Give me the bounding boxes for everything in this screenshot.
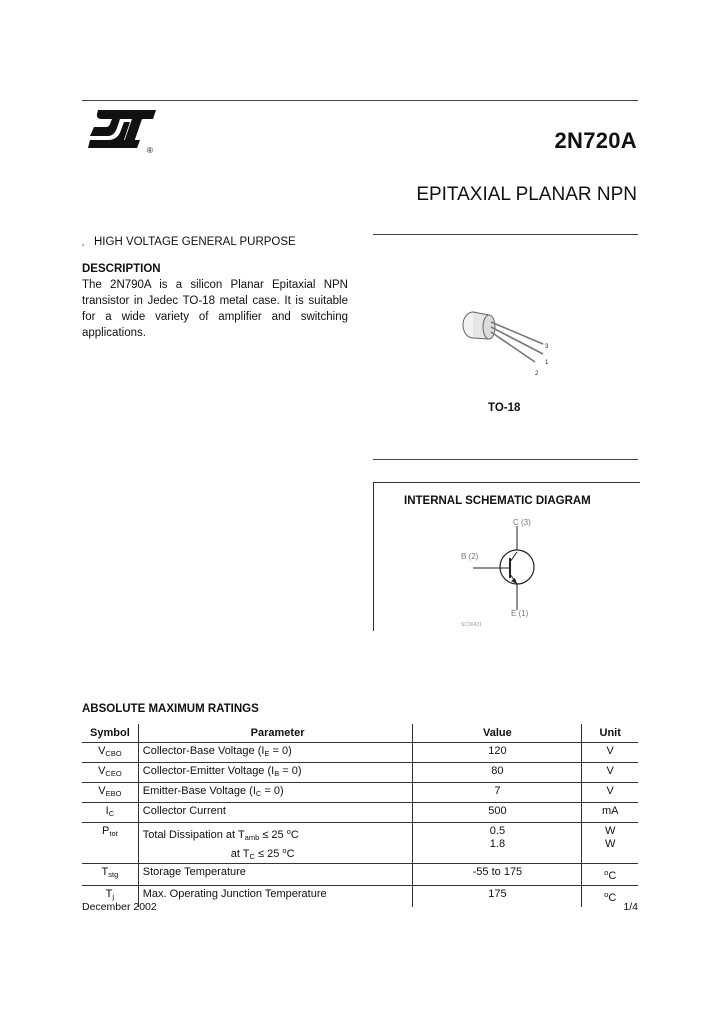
unit-cell: V <box>582 783 638 803</box>
unit-cell: mA <box>582 803 638 823</box>
table-row <box>82 886 638 908</box>
unit-cell: V <box>582 763 638 783</box>
symbol-cell: $T_j$ <box>105 888 115 901</box>
feature-item <box>82 236 296 248</box>
symbol-cell: $V_{CBO}$ <box>82 743 138 763</box>
col-header-unit: Unit <box>582 724 638 743</box>
parameter-cell: Max. Operating Junction Temperature <box>138 886 413 908</box>
schematic-title: INTERNAL SCHEMATIC DIAGRAM <box>404 495 591 507</box>
package-top-rule <box>373 234 638 235</box>
symbol-cell: $P_{tot}$ <box>82 823 138 864</box>
table-row <box>82 783 638 803</box>
registered-mark: ® <box>147 146 153 155</box>
table-row <box>82 763 638 783</box>
unit-cell: $^o$C <box>582 886 638 908</box>
package-label: TO-18 <box>488 402 521 414</box>
device-subtitle: EPITAXIAL PLANAR NPN <box>416 184 637 205</box>
symbol-cell: $I_C$ <box>82 803 138 823</box>
value-cell: 175 <box>413 886 582 908</box>
symbol-cell: $T_{stg}$ <box>82 864 138 886</box>
description-body: The 2N790A is a silicon Planar Epitaxial NPN transistor in Jedec TO-18 metal case. It is suitable for a wide variety of amplifier and switching applications. <box>82 279 348 339</box>
package-bottom-rule <box>373 459 638 460</box>
table-row <box>82 743 638 763</box>
to18-package-image <box>455 305 555 380</box>
collector-label: C (3) <box>513 518 531 527</box>
part-number: 2N720A <box>554 128 637 153</box>
value-cell: 0.5 1.8 <box>413 823 582 864</box>
symbol-cell: $V_{CEO}$ <box>82 763 138 783</box>
schematic-code: SC06431 <box>461 622 482 628</box>
table-row <box>82 823 638 864</box>
pin-label-1: 1 <box>545 360 549 366</box>
emitter-label: E (1) <box>511 609 529 618</box>
pin-label-3: 3 <box>545 344 549 350</box>
table-row <box>82 864 638 886</box>
unit-cell: $^o$C <box>582 864 638 886</box>
bullet-icon: ‚ <box>82 237 84 247</box>
description-heading: DESCRIPTION <box>82 263 161 275</box>
col-header-symbol: Symbol <box>82 724 138 743</box>
parameter-cell: Collector-Base Voltage $(I_E = 0)$ <box>138 743 413 763</box>
parameter-cell: Storage Temperature <box>138 864 413 886</box>
parameter-cell: Collector Current <box>138 803 413 823</box>
value-cell: -55 to 175 <box>413 864 582 886</box>
value-cell: 80 <box>413 763 582 783</box>
unit-cell: V <box>582 743 638 763</box>
footer-date: December 2002 <box>82 901 157 913</box>
pin-label-2: 2 <box>535 371 539 377</box>
ratings-heading: ABSOLUTE MAXIMUM RATINGS <box>82 703 259 715</box>
top-rule <box>82 100 638 101</box>
col-header-value: Value <box>413 724 582 743</box>
symbol-cell: $V_{EBO}$ <box>82 783 138 803</box>
value-cell: 7 <box>413 783 582 803</box>
value-cell: 500 <box>413 803 582 823</box>
footer-page-number: 1/4 <box>623 901 638 913</box>
unit-cell: W W <box>582 823 638 864</box>
absolute-max-ratings-table <box>82 724 638 907</box>
npn-transistor-symbol <box>455 512 585 630</box>
table-header-row <box>82 724 638 743</box>
parameter-cell: Total Dissipation at $T_{amb} \le 25$ $^o$C at $T_C \le 25$ $^o$C <box>138 823 413 864</box>
base-label: B (2) <box>461 552 479 561</box>
table-row <box>82 803 638 823</box>
feature-text: HIGH VOLTAGE GENERAL PURPOSE <box>94 236 296 248</box>
st-logo <box>84 106 160 156</box>
parameter-cell: Collector-Emitter Voltage $(I_B = 0)$ <box>138 763 413 783</box>
parameter-cell: Emitter-Base Voltage $(I_C = 0)$ <box>138 783 413 803</box>
value-cell: 120 <box>413 743 582 763</box>
col-header-parameter: Parameter <box>138 724 413 743</box>
